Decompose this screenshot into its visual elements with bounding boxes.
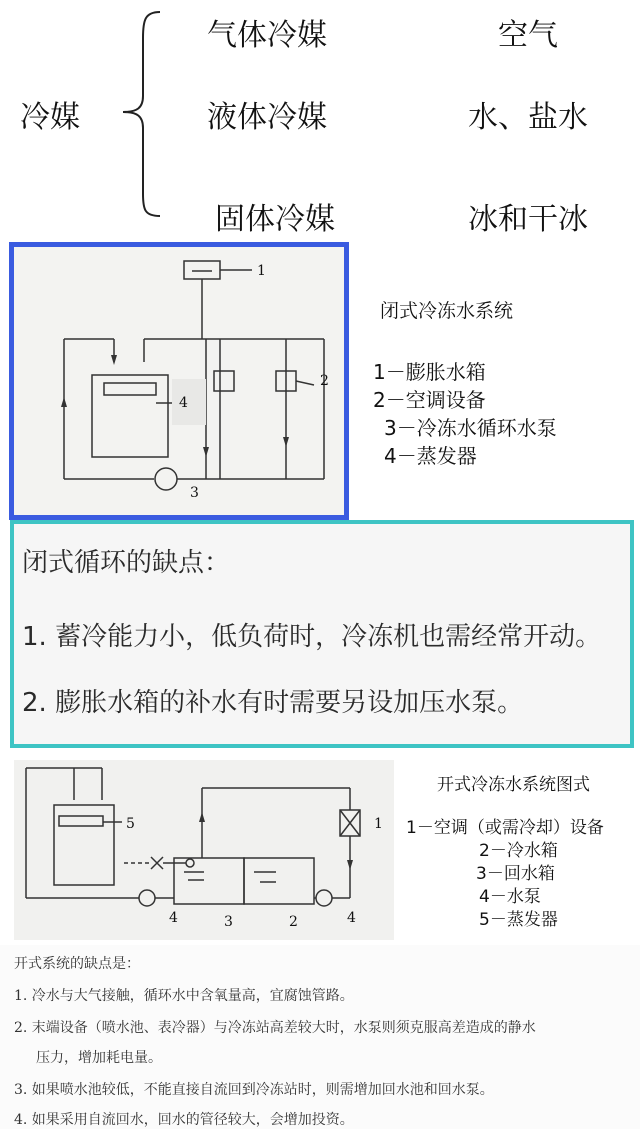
open-disadvantage-2: 2. 末端设备（喷水池、表冷器）与冷冻站高差较大时，水泵则须克服高差造成的静水 — [14, 1020, 536, 1036]
closed-label-1: 1 — [257, 263, 266, 279]
closed-system-diagram — [9, 242, 349, 520]
open-system-title: 开式冷冻水系统图式 — [437, 775, 590, 795]
refrigerant-example-gas: 空气 — [498, 18, 558, 53]
open-disadvantage-3: 3. 如果喷水池较低，不能直接自流回到冷冻站时，则需增加回水池和回水泵。 — [14, 1082, 494, 1098]
closed-legend-2: 2－空调设备 — [373, 388, 486, 412]
open-disadvantage-4: 4. 如果采用自流回水，回水的管径较大，会增加投资。 — [14, 1112, 354, 1128]
open-disadvantage-2-cont: 压力，增加耗电量。 — [36, 1050, 162, 1066]
open-legend-2: 2－冷水箱 — [479, 841, 558, 861]
refrigerant-type-solid: 固体冷媒 — [215, 202, 335, 237]
classification-root: 冷媒 — [20, 100, 80, 135]
open-legend-4: 4－水泵 — [479, 887, 541, 907]
open-legend-3: 3－回水箱 — [476, 864, 555, 884]
refrigerant-example-liquid: 水、盐水 — [468, 100, 588, 135]
closed-legend-4: 4－蒸发器 — [384, 444, 477, 468]
curly-brace-icon — [115, 8, 165, 218]
closed-disadvantages-title: 闭式循环的缺点： — [22, 548, 231, 578]
open-legend-1: 1－空调（或需冷却）设备 — [406, 818, 604, 838]
closed-legend-3: 3－冷冻水循环水泵 — [384, 416, 557, 440]
open-disadvantage-1: 1. 冷水与大气接触，循环水中含氧量高，宜腐蚀管路。 — [14, 988, 354, 1004]
closed-label-4: 4 — [179, 395, 188, 411]
refrigerant-type-gas: 气体冷媒 — [207, 18, 327, 53]
open-disadvantages-panel — [0, 945, 640, 1129]
closed-legend-1: 1－膨胀水箱 — [373, 360, 486, 384]
open-label-1: 1 — [374, 816, 383, 832]
open-label-3: 3 — [224, 914, 233, 930]
open-label-5: 5 — [126, 816, 135, 832]
closed-system-title: 闭式冷冻水系统 — [380, 300, 514, 322]
open-system-schematic — [14, 760, 394, 940]
open-label-4b: 4 — [347, 910, 356, 926]
closed-system-schematic — [14, 247, 344, 515]
open-label-2: 2 — [289, 914, 298, 930]
closed-label-2: 2 — [320, 373, 329, 389]
closed-label-3: 3 — [190, 485, 199, 501]
open-legend-5: 5－蒸发器 — [479, 910, 558, 930]
closed-disadvantage-2: 2. 膨胀水箱的补水有时需要另设加压水泵。 — [22, 688, 524, 718]
refrigerant-example-solid: 冰和干冰 — [468, 202, 588, 237]
open-system-diagram — [14, 760, 394, 940]
closed-disadvantage-1: 1. 蓄冷能力小，低负荷时，冷冻机也需经常开动。 — [22, 622, 602, 652]
open-label-4a: 4 — [169, 910, 178, 926]
open-disadvantages-title: 开式系统的缺点是： — [14, 956, 140, 972]
closed-disadvantages-panel — [10, 520, 634, 748]
refrigerant-type-liquid: 液体冷媒 — [207, 100, 327, 135]
